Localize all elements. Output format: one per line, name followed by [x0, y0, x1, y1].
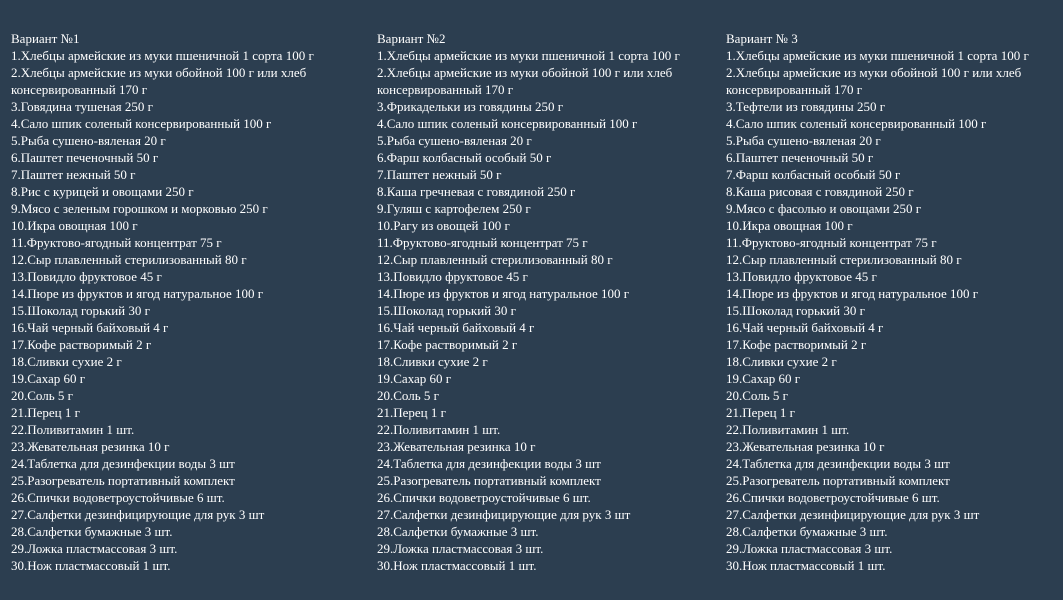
- list-item: 17.Кофе растворимый 2 г: [726, 337, 867, 352]
- list-item: 5.Рыба сушено-вяленая 20 г: [11, 133, 166, 148]
- list-item: 17.Кофе растворимый 2 г: [377, 337, 518, 352]
- list-item: 29.Ложка пластмассовая 3 шт.: [377, 541, 544, 556]
- list-item: 10.Икра овощная 100 г: [11, 218, 138, 233]
- list-item: 23.Жевательная резинка 10 г: [11, 439, 170, 454]
- list-item: 18.Сливки сухие 2 г: [377, 354, 488, 369]
- variant-3-title: Вариант № 3: [726, 31, 798, 46]
- list-item: 25.Разогреватель портативный комплект: [11, 473, 235, 488]
- list-item: 12.Сыр плавленный стерилизованный 80 г: [726, 252, 962, 267]
- list-item: 22.Поливитамин 1 шт.: [726, 422, 850, 437]
- list-item: 29.Ложка пластмассовая 3 шт.: [726, 541, 893, 556]
- list-item: 27.Салфетки дезинфицирующие для рук 3 шт: [726, 507, 980, 522]
- list-item: 16.Чай черный байховый 4 г: [726, 320, 884, 335]
- list-item: 2.Хлебцы армейские из муки обойной 100 г или хлеб консервированный 170 г: [11, 65, 307, 97]
- list-item: 4.Сало шпик соленый консервированный 100 г: [726, 116, 987, 131]
- list-item: 27.Салфетки дезинфицирующие для рук 3 шт: [11, 507, 265, 522]
- list-item: 26.Спички водоветроустойчивые 6 шт.: [377, 490, 591, 505]
- list-item: 6.Фарш колбасный особый 50 г: [377, 150, 552, 165]
- list-item: 11.Фруктово-ягодный концентрат 75 г: [11, 235, 222, 250]
- list-item: 8.Каша рисовая с говядиной 250 г: [726, 184, 914, 199]
- list-item: 16.Чай черный байховый 4 г: [11, 320, 169, 335]
- list-item: 20.Соль 5 г: [11, 388, 73, 403]
- list-item: 6.Паштет печеночный 50 г: [11, 150, 159, 165]
- list-item: 20.Соль 5 г: [377, 388, 439, 403]
- list-item: 3.Говядина тушеная 250 г: [11, 99, 153, 114]
- list-item: 7.Паштет нежный 50 г: [11, 167, 136, 182]
- list-item: 22.Поливитамин 1 шт.: [11, 422, 135, 437]
- list-item: 2.Хлебцы армейские из муки обойной 100 г или хлеб консервированный 170 г: [726, 65, 1022, 97]
- list-item: 19.Сахар 60 г: [377, 371, 452, 386]
- list-item: 9.Мясо с фасолью и овощами 250 г: [726, 201, 922, 216]
- list-item: 3.Фрикадельки из говядины 250 г: [377, 99, 564, 114]
- list-item: 3.Тефтели из говядины 250 г: [726, 99, 886, 114]
- list-item: 24.Таблетка для дезинфекции воды 3 шт: [377, 456, 601, 471]
- list-item: 21.Перец 1 г: [377, 405, 446, 420]
- list-item: 8.Каша гречневая с говядиной 250 г: [377, 184, 576, 199]
- list-item: 25.Разогреватель портативный комплект: [726, 473, 950, 488]
- list-item: 14.Пюре из фруктов и ягод натуральное 100 г: [377, 286, 630, 301]
- list-item: 22.Поливитамин 1 шт.: [377, 422, 501, 437]
- list-item: 8.Рис с курицей и овощами 250 г: [11, 184, 194, 199]
- list-item: 14.Пюре из фруктов и ягод натуральное 100 г: [11, 286, 264, 301]
- list-item: 10.Рагу из овощей 100 г: [377, 218, 510, 233]
- list-item: 24.Таблетка для дезинфекции воды 3 шт: [726, 456, 950, 471]
- variant-1-column: [11, 30, 361, 574]
- list-item: 30.Нож пластмассовый 1 шт.: [726, 558, 886, 573]
- list-item: 23.Жевательная резинка 10 г: [377, 439, 536, 454]
- list-item: 28.Салфетки бумажные 3 шт.: [377, 524, 539, 539]
- list-item: 25.Разогреватель портативный комплект: [377, 473, 601, 488]
- variant-2-title: Вариант №2: [377, 31, 446, 46]
- list-item: 13.Повидло фруктовое 45 г: [377, 269, 528, 284]
- list-item: 28.Салфетки бумажные 3 шт.: [726, 524, 888, 539]
- list-item: 24.Таблетка для дезинфекции воды 3 шт: [11, 456, 235, 471]
- list-item: 21.Перец 1 г: [726, 405, 795, 420]
- list-item: 12.Сыр плавленный стерилизованный 80 г: [11, 252, 247, 267]
- list-item: 21.Перец 1 г: [11, 405, 80, 420]
- list-item: 9.Мясо с зеленым горошком и морковью 250 г: [11, 201, 268, 216]
- list-item: 23.Жевательная резинка 10 г: [726, 439, 885, 454]
- list-item: 19.Сахар 60 г: [11, 371, 86, 386]
- list-item: 30.Нож пластмассовый 1 шт.: [11, 558, 171, 573]
- list-item: 1.Хлебцы армейские из муки пшеничной 1 сорта 100 г: [11, 48, 314, 63]
- list-item: 18.Сливки сухие 2 г: [726, 354, 837, 369]
- list-item: 7.Фарш колбасный особый 50 г: [726, 167, 901, 182]
- list-item: 17.Кофе растворимый 2 г: [11, 337, 152, 352]
- variant-2-column: [377, 30, 717, 574]
- list-item: 26.Спички водоветроустойчивые 6 шт.: [11, 490, 225, 505]
- list-item: 30.Нож пластмассовый 1 шт.: [377, 558, 537, 573]
- list-item: 18.Сливки сухие 2 г: [11, 354, 122, 369]
- list-item: 15.Шоколад горький 30 г: [726, 303, 865, 318]
- list-item: 12.Сыр плавленный стерилизованный 80 г: [377, 252, 613, 267]
- list-item: 26.Спички водоветроустойчивые 6 шт.: [726, 490, 940, 505]
- variant-1-title: Вариант №1: [11, 31, 80, 46]
- list-item: 29.Ложка пластмассовая 3 шт.: [11, 541, 178, 556]
- list-item: 2.Хлебцы армейские из муки обойной 100 г или хлеб консервированный 170 г: [377, 65, 673, 97]
- list-item: 13.Повидло фруктовое 45 г: [11, 269, 162, 284]
- list-item: 5.Рыба сушено-вяленая 20 г: [726, 133, 881, 148]
- list-item: 16.Чай черный байховый 4 г: [377, 320, 535, 335]
- list-item: 4.Сало шпик соленый консервированный 100 г: [11, 116, 272, 131]
- list-item: 28.Салфетки бумажные 3 шт.: [11, 524, 173, 539]
- list-item: 15.Шоколад горький 30 г: [377, 303, 516, 318]
- list-item: 13.Повидло фруктовое 45 г: [726, 269, 877, 284]
- list-item: 15.Шоколад горький 30 г: [11, 303, 150, 318]
- variant-1-list: [11, 47, 361, 574]
- list-item: 1.Хлебцы армейские из муки пшеничной 1 сорта 100 г: [377, 48, 680, 63]
- list-item: 7.Паштет нежный 50 г: [377, 167, 502, 182]
- list-item: 5.Рыба сушено-вяленая 20 г: [377, 133, 532, 148]
- list-item: 20.Соль 5 г: [726, 388, 788, 403]
- list-item: 10.Икра овощная 100 г: [726, 218, 853, 233]
- list-item: 14.Пюре из фруктов и ягод натуральное 100 г: [726, 286, 979, 301]
- list-item: 9.Гуляш с картофелем 250 г: [377, 201, 531, 216]
- list-item: 1.Хлебцы армейские из муки пшеничной 1 сорта 100 г: [726, 48, 1029, 63]
- list-item: 27.Салфетки дезинфицирующие для рук 3 шт: [377, 507, 631, 522]
- list-item: 11.Фруктово-ягодный концентрат 75 г: [377, 235, 588, 250]
- variant-3-column: [726, 30, 1056, 574]
- list-item: 19.Сахар 60 г: [726, 371, 801, 386]
- variant-2-list: [377, 47, 717, 574]
- list-item: 11.Фруктово-ягодный концентрат 75 г: [726, 235, 937, 250]
- variant-3-list: [726, 47, 1056, 574]
- list-item: 6.Паштет печеночный 50 г: [726, 150, 874, 165]
- list-item: 4.Сало шпик соленый консервированный 100 г: [377, 116, 638, 131]
